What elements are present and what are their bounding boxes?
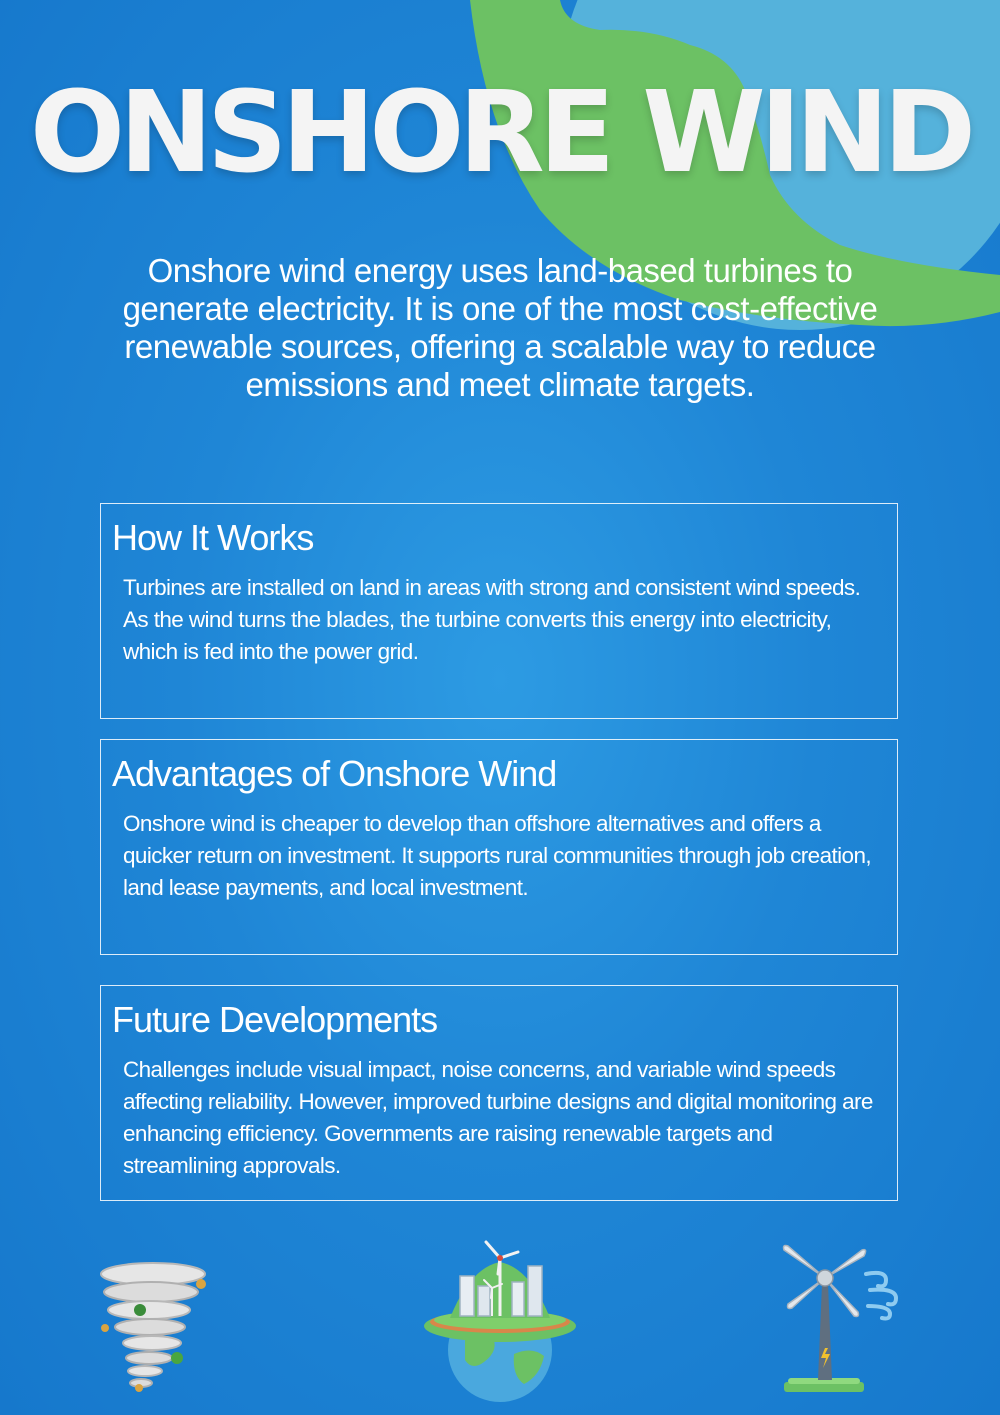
section-advantages	[100, 739, 898, 955]
section-how-it-works	[100, 503, 898, 719]
section-heading: How It Works	[112, 517, 314, 558]
section-heading: Future Developments	[112, 999, 438, 1040]
wind-turbine-icon	[778, 1240, 908, 1400]
section-future-developments	[100, 985, 898, 1201]
tornado-icon	[95, 1258, 215, 1398]
green-city-globe-icon	[420, 1238, 580, 1403]
intro-paragraph: Onshore wind energy uses land-based turbines to generate electricity. It is one of the most cost-effective renewable sources, offering a scalable way to reduce emissions and meet climate targets.	[122, 252, 878, 403]
section-heading: Advantages of Onshore Wind	[112, 753, 557, 794]
page-title: ONSHORE WIND	[29, 68, 971, 198]
section-body: Turbines are installed on land in areas with strong and consistent wind speeds. As the wind turns the blades, the turbine converts this energy into electricity, which is fed into the power grid.	[123, 575, 861, 664]
section-body: Onshore wind is cheaper to develop than offshore alternatives and offers a quicker return on investment. It supports rural communities through job creation, land lease payments, and local investment.	[123, 811, 872, 900]
section-body: Challenges include visual impact, noise concerns, and variable wind speeds affecting reliability. However, improved turbine designs and digital monitoring are enhancing efficiency. Governments are raising renewable targets and streamlining approvals.	[123, 1057, 873, 1178]
